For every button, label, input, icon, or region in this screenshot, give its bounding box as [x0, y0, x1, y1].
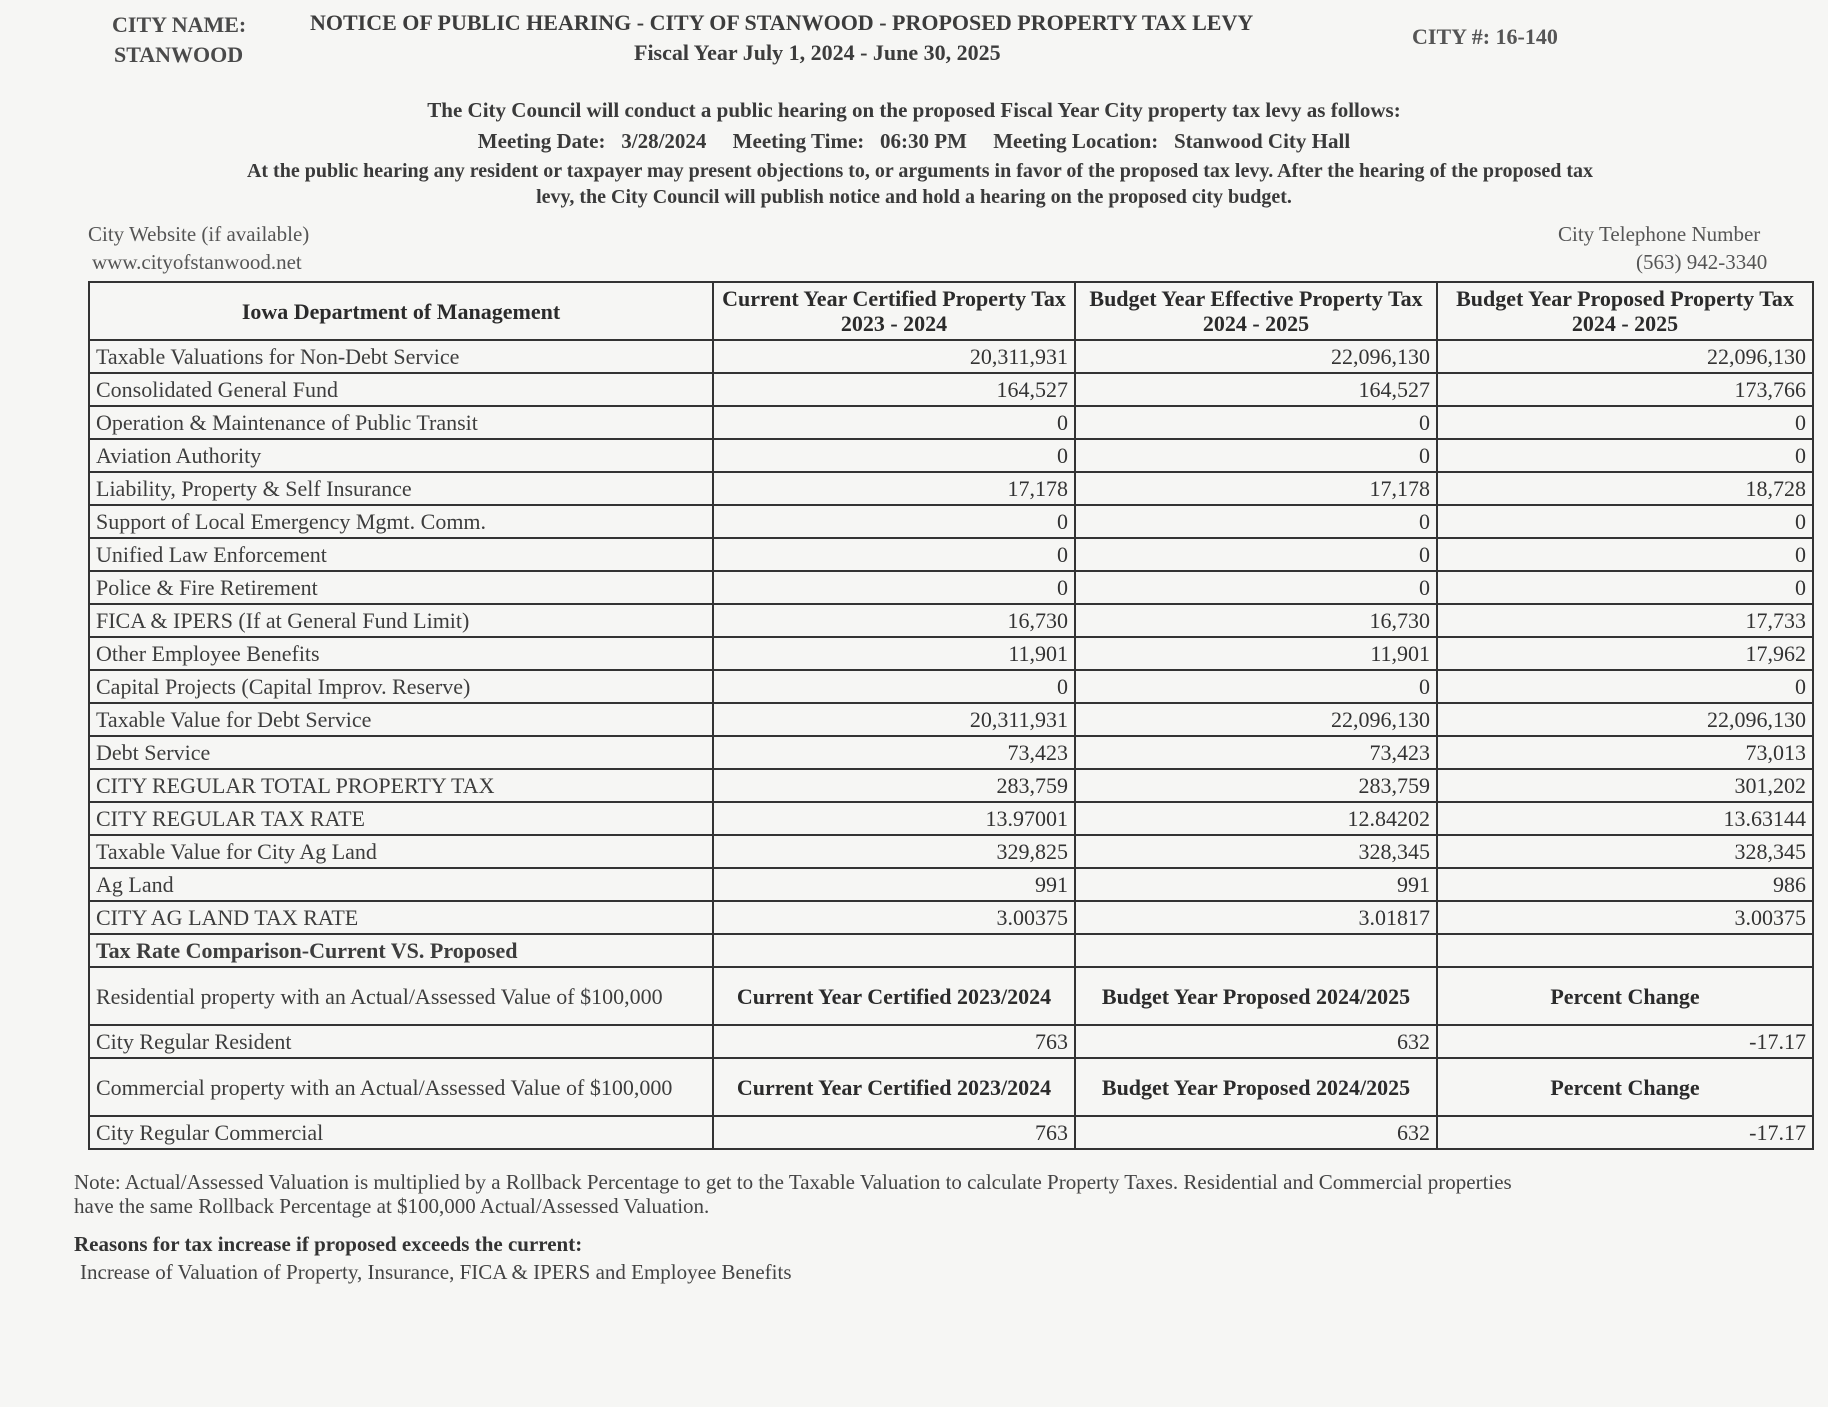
table-row: [89, 340, 1813, 373]
row-label: Police & Fire Retirement: [89, 571, 713, 604]
col-header-proposed: Budget Year Proposed Property Tax 2024 - 2025: [1437, 282, 1813, 340]
cell-current: 20,311,931: [713, 703, 1075, 736]
cell-proposed: 18,728: [1437, 472, 1813, 505]
notice-title: NOTICE OF PUBLIC HEARING - CITY OF STANWOOD - PROPOSED PROPERTY TAX LEVY: [310, 10, 1254, 35]
residential-label: Residential property with an Actual/Assessed Value of $100,000: [89, 967, 713, 1025]
cell-effective: 16,730: [1075, 604, 1437, 637]
row-label: Capital Projects (Capital Improv. Reserve): [89, 670, 713, 703]
cell-effective: 0: [1075, 571, 1437, 604]
residential-header-row: [89, 967, 1813, 1025]
cell-proposed: 13.63144: [1437, 802, 1813, 835]
meeting-location: Stanwood City Hall: [1173, 129, 1351, 153]
cell-effective: 0: [1075, 538, 1437, 571]
table-row: [89, 736, 1813, 769]
commercial-row-label: City Regular Commercial: [89, 1116, 713, 1149]
table-row: [89, 538, 1813, 571]
cell-effective: 283,759: [1075, 769, 1437, 802]
property-tax-table: [88, 281, 1814, 1150]
website-link[interactable]: www.cityofstanwood.net: [92, 250, 302, 274]
cell-proposed: 22,096,130: [1437, 703, 1813, 736]
table-row: [89, 868, 1813, 901]
cell-proposed: 22,096,130: [1437, 340, 1813, 373]
empty-cell: [713, 934, 1075, 967]
col-header-department: Iowa Department of Management: [89, 282, 713, 340]
intro-line-1: The City Council will conduct a public hearing on the proposed Fiscal Year City property tax levy as follows:: [427, 98, 1401, 122]
cell-effective: 22,096,130: [1075, 340, 1437, 373]
cell-proposed: 0: [1437, 505, 1813, 538]
table-row: [89, 472, 1813, 505]
resident-row: [89, 1025, 1813, 1058]
comparison-title: Tax Rate Comparison-Current VS. Proposed: [89, 934, 713, 967]
phone-number: (563) 942-3340: [1636, 250, 1768, 274]
meeting-time: 06:30 PM: [880, 129, 967, 153]
note-line-1: Note: Actual/Assessed Valuation is multiplied by a Rollback Percentage to get to the Taxable Valuation to calculate Property Taxes. Residential and Commercial properties: [74, 1170, 1512, 1194]
row-label: Liability, Property & Self Insurance: [89, 472, 713, 505]
table-row: [89, 703, 1813, 736]
resident-proposed: 632: [1075, 1025, 1437, 1058]
row-label: CITY REGULAR TAX RATE: [89, 802, 713, 835]
meeting-location-label: Meeting Location:: [993, 129, 1159, 153]
commercial-proposed: 632: [1075, 1116, 1437, 1149]
row-label: Operation & Maintenance of Public Transit: [89, 406, 713, 439]
cell-proposed: 17,962: [1437, 637, 1813, 670]
cell-effective: 0: [1075, 406, 1437, 439]
cell-current: 283,759: [713, 769, 1075, 802]
comparison-title-row: [89, 934, 1813, 967]
cell-effective: 22,096,130: [1075, 703, 1437, 736]
cell-current: 73,423: [713, 736, 1075, 769]
city-number: CITY #: 16-140: [1412, 24, 1558, 49]
cell-proposed: 17,733: [1437, 604, 1813, 637]
table-row: [89, 670, 1813, 703]
fiscal-year: Fiscal Year July 1, 2024 - June 30, 2025: [634, 40, 1001, 65]
commercial-col-proposed: Budget Year Proposed 2024/2025: [1075, 1058, 1437, 1116]
resident-current: 763: [713, 1025, 1075, 1058]
row-label: Taxable Valuations for Non-Debt Service: [89, 340, 713, 373]
cell-current: 0: [713, 571, 1075, 604]
commercial-percent-change: -17.17: [1437, 1116, 1813, 1149]
table-row: [89, 637, 1813, 670]
cell-current: 3.00375: [713, 901, 1075, 934]
cell-effective: 12.84202: [1075, 802, 1437, 835]
commercial-header-row: [89, 1058, 1813, 1116]
row-label: CITY REGULAR TOTAL PROPERTY TAX: [89, 769, 713, 802]
meeting-date: 3/28/2024: [621, 129, 707, 153]
row-label: Ag Land: [89, 868, 713, 901]
table-row: [89, 373, 1813, 406]
col-header-current-year: Current Year Certified Property Tax 2023 - 2024: [713, 282, 1075, 340]
cell-proposed: 3.00375: [1437, 901, 1813, 934]
cell-effective: 11,901: [1075, 637, 1437, 670]
residential-col-proposed: Budget Year Proposed 2024/2025: [1075, 967, 1437, 1025]
cell-current: 991: [713, 868, 1075, 901]
residential-col-current: Current Year Certified 2023/2024: [713, 967, 1075, 1025]
cell-effective: 3.01817: [1075, 901, 1437, 934]
commercial-current: 763: [713, 1116, 1075, 1149]
cell-current: 16,730: [713, 604, 1075, 637]
cell-current: 329,825: [713, 835, 1075, 868]
row-label: FICA & IPERS (If at General Fund Limit): [89, 604, 713, 637]
cell-proposed: 173,766: [1437, 373, 1813, 406]
commercial-label: Commercial property with an Actual/Assessed Value of $100,000: [89, 1058, 713, 1116]
website-label: City Website (if available): [88, 222, 310, 246]
cell-effective: 17,178: [1075, 472, 1437, 505]
table-row: [89, 604, 1813, 637]
cell-current: 11,901: [713, 637, 1075, 670]
row-label: Taxable Value for Debt Service: [89, 703, 713, 736]
cell-proposed: 986: [1437, 868, 1813, 901]
cell-effective: 0: [1075, 505, 1437, 538]
commercial-row: [89, 1116, 1813, 1149]
cell-effective: 991: [1075, 868, 1437, 901]
cell-proposed: 0: [1437, 439, 1813, 472]
cell-current: 0: [713, 406, 1075, 439]
cell-proposed: 301,202: [1437, 769, 1813, 802]
row-label: Taxable Value for City Ag Land: [89, 835, 713, 868]
cell-current: 13.97001: [713, 802, 1075, 835]
intro-line-4: levy, the City Council will publish notice and hold a hearing on the proposed city budget.: [536, 186, 1292, 208]
row-label: Debt Service: [89, 736, 713, 769]
residential-col-percent: Percent Change: [1437, 967, 1813, 1025]
row-label: Support of Local Emergency Mgmt. Comm.: [89, 505, 713, 538]
cell-current: 0: [713, 439, 1075, 472]
reasons-title: Reasons for tax increase if proposed exceeds the current:: [74, 1232, 583, 1256]
table-row: [89, 505, 1813, 538]
cell-current: 17,178: [713, 472, 1075, 505]
table-header-row: [89, 282, 1813, 340]
table-row: [89, 769, 1813, 802]
city-name-label: CITY NAME:: [112, 12, 247, 37]
resident-label: City Regular Resident: [89, 1025, 713, 1058]
note-line-2: have the same Rollback Percentage at $100,000 Actual/Assessed Valuation.: [74, 1194, 710, 1218]
cell-effective: 328,345: [1075, 835, 1437, 868]
cell-proposed: 0: [1437, 406, 1813, 439]
cell-effective: 0: [1075, 670, 1437, 703]
city-name: STANWOOD: [114, 42, 244, 67]
table-row: [89, 835, 1813, 868]
commercial-col-percent: Percent Change: [1437, 1058, 1813, 1116]
row-label: Unified Law Enforcement: [89, 538, 713, 571]
cell-current: 20,311,931: [713, 340, 1075, 373]
table-row: [89, 802, 1813, 835]
cell-proposed: 0: [1437, 538, 1813, 571]
commercial-col-current: Current Year Certified 2023/2024: [713, 1058, 1075, 1116]
cell-effective: 0: [1075, 439, 1437, 472]
col-header-effective: Budget Year Effective Property Tax 2024 - 2025: [1075, 282, 1437, 340]
table-row: [89, 901, 1813, 934]
intro-line-3: At the public hearing any resident or taxpayer may present objections to, or arguments in favor of the proposed tax levy. After the hearing of the proposed tax: [246, 160, 1594, 182]
table-row: [89, 439, 1813, 472]
meeting-date-label: Meeting Date:: [477, 129, 606, 153]
table-row: [89, 571, 1813, 604]
meeting-time-label: Meeting Time:: [732, 129, 865, 153]
cell-proposed: 328,345: [1437, 835, 1813, 868]
row-label: CITY AG LAND TAX RATE: [89, 901, 713, 934]
cell-effective: 73,423: [1075, 736, 1437, 769]
cell-current: 0: [713, 538, 1075, 571]
cell-current: 0: [713, 505, 1075, 538]
reasons-text: Increase of Valuation of Property, Insurance, FICA & IPERS and Employee Benefits: [80, 1260, 792, 1284]
row-label: Consolidated General Fund: [89, 373, 713, 406]
resident-percent-change: -17.17: [1437, 1025, 1813, 1058]
table-row: [89, 406, 1813, 439]
cell-proposed: 73,013: [1437, 736, 1813, 769]
cell-proposed: 0: [1437, 670, 1813, 703]
cell-current: 164,527: [713, 373, 1075, 406]
row-label: Other Employee Benefits: [89, 637, 713, 670]
meeting-info: [0, 129, 1828, 154]
cell-proposed: 0: [1437, 571, 1813, 604]
empty-cell: [1075, 934, 1437, 967]
cell-effective: 164,527: [1075, 373, 1437, 406]
empty-cell: [1437, 934, 1813, 967]
row-label: Aviation Authority: [89, 439, 713, 472]
cell-current: 0: [713, 670, 1075, 703]
phone-label: City Telephone Number: [1558, 222, 1761, 246]
